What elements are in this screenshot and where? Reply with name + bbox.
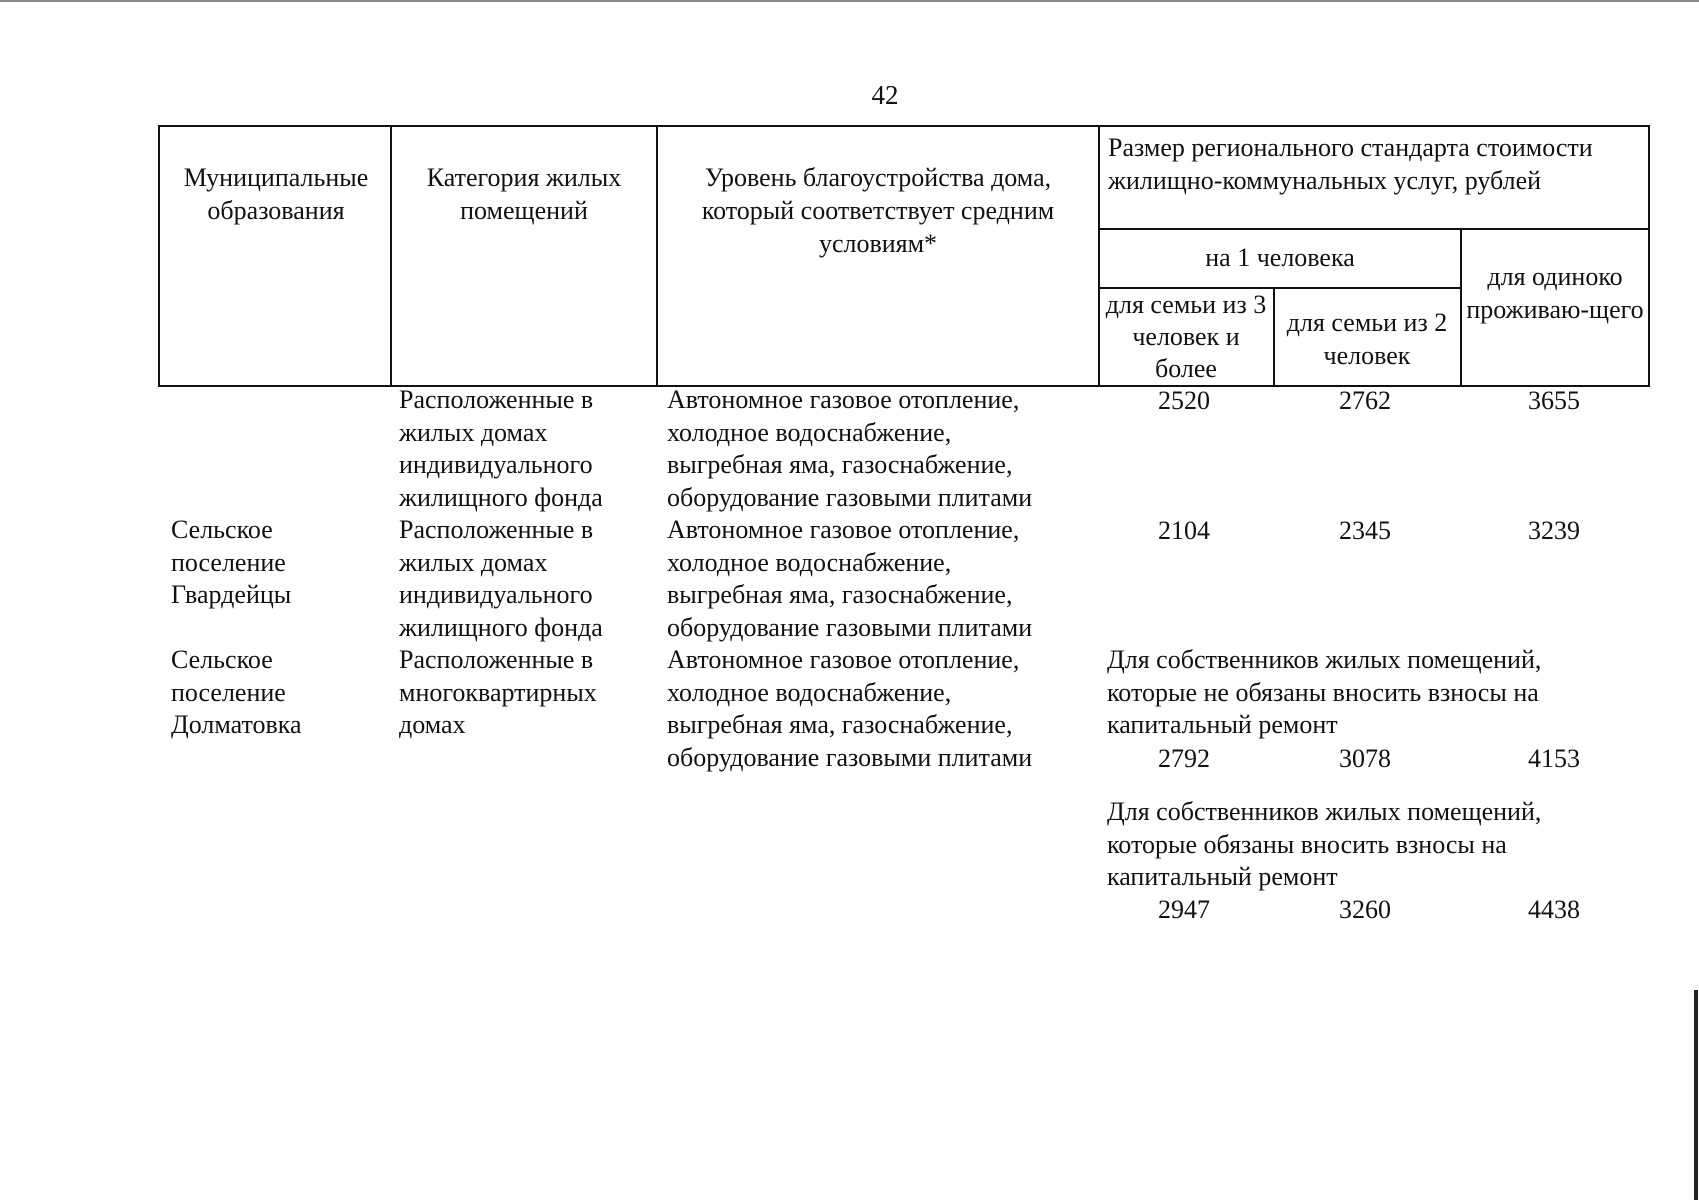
- page-number: 42: [871, 80, 899, 110]
- header-divider: [1098, 228, 1650, 230]
- header-family-2: для семьи из 2 человек: [1286, 308, 1448, 370]
- value-family-2: 3078: [1339, 744, 1391, 773]
- category-line: индивидуального: [399, 450, 593, 479]
- level-line: холодное водоснабжение,: [667, 678, 952, 707]
- value-single: 3239: [1528, 516, 1580, 545]
- header-municipalities: Муниципальные образования: [183, 163, 369, 225]
- level-line: выгребная яма, газоснабжение,: [667, 710, 1013, 739]
- category-line: Расположенные в: [399, 515, 594, 544]
- category-line: домах: [399, 710, 466, 739]
- level-line: выгребная яма, газоснабжение,: [667, 580, 1013, 609]
- note-line: Для собственников жилых помещений,: [1107, 645, 1542, 674]
- municipality-line: Долматовка: [171, 710, 302, 739]
- municipality-line: поселение: [171, 678, 286, 707]
- value-family-3: 2104: [1158, 516, 1210, 545]
- municipality-line: поселение: [171, 548, 286, 577]
- note-line: которые обязаны вносить взносы на: [1107, 830, 1507, 859]
- category-line: Расположенные в: [399, 385, 594, 414]
- municipality-line: Гвардейцы: [171, 580, 292, 609]
- header-level: Уровень благоустройства дома, который соответствует средним условиям*: [701, 163, 1055, 258]
- value-family-2: 2762: [1339, 386, 1391, 415]
- category-line: жилых домах: [399, 418, 548, 447]
- value-single: 3655: [1528, 386, 1580, 415]
- header-divider: [390, 127, 392, 385]
- level-line: холодное водоснабжение,: [667, 418, 952, 447]
- header-standard: Размер регионального стандарта стоимости жилищно-коммунальных услуг, рублей: [1108, 133, 1593, 195]
- value-family-3: 2947: [1158, 895, 1210, 924]
- level-line: холодное водоснабжение,: [667, 548, 952, 577]
- value-family-2: 3260: [1339, 895, 1391, 924]
- header-category: Категория жилых помещений: [426, 163, 622, 225]
- level-line: Автономное газовое отопление,: [667, 385, 1020, 414]
- level-line: Автономное газовое отопление,: [667, 515, 1020, 544]
- category-line: жилых домах: [399, 548, 548, 577]
- scan-right-edge: [1694, 990, 1698, 1200]
- category-line: жилищного фонда: [399, 613, 603, 642]
- table-header: [158, 125, 1650, 387]
- header-divider: [656, 127, 658, 385]
- scan-top-edge: [0, 0, 1699, 2]
- level-line: оборудование газовыми плитами: [667, 743, 1033, 772]
- level-line: Автономное газовое отопление,: [667, 645, 1020, 674]
- category-line: индивидуального: [399, 580, 593, 609]
- value-family-2: 2345: [1339, 516, 1391, 545]
- level-line: оборудование газовыми плитами: [667, 613, 1033, 642]
- note-line: капитальный ремонт: [1107, 862, 1338, 891]
- header-per-person: на 1 человека: [1205, 243, 1355, 272]
- header-single: для одиноко проживаю-щего: [1466, 262, 1644, 324]
- value-family-3: 2520: [1158, 386, 1210, 415]
- value-single: 4153: [1528, 744, 1580, 773]
- category-line: многоквартирных: [399, 678, 597, 707]
- level-line: выгребная яма, газоснабжение,: [667, 450, 1013, 479]
- category-line: Расположенные в: [399, 645, 594, 674]
- note-line: капитальный ремонт: [1107, 710, 1338, 739]
- value-family-3: 2792: [1158, 744, 1210, 773]
- note-line: которые не обязаны вносить взносы на: [1107, 678, 1539, 707]
- municipality-line: Сельское: [171, 515, 273, 544]
- value-single: 4438: [1528, 895, 1580, 924]
- header-family-3: для семьи из 3 человек и более: [1105, 290, 1267, 383]
- level-line: оборудование газовыми плитами: [667, 483, 1033, 512]
- municipality-line: Сельское: [171, 645, 273, 674]
- note-line: Для собственников жилых помещений,: [1107, 797, 1542, 826]
- category-line: жилищного фонда: [399, 483, 603, 512]
